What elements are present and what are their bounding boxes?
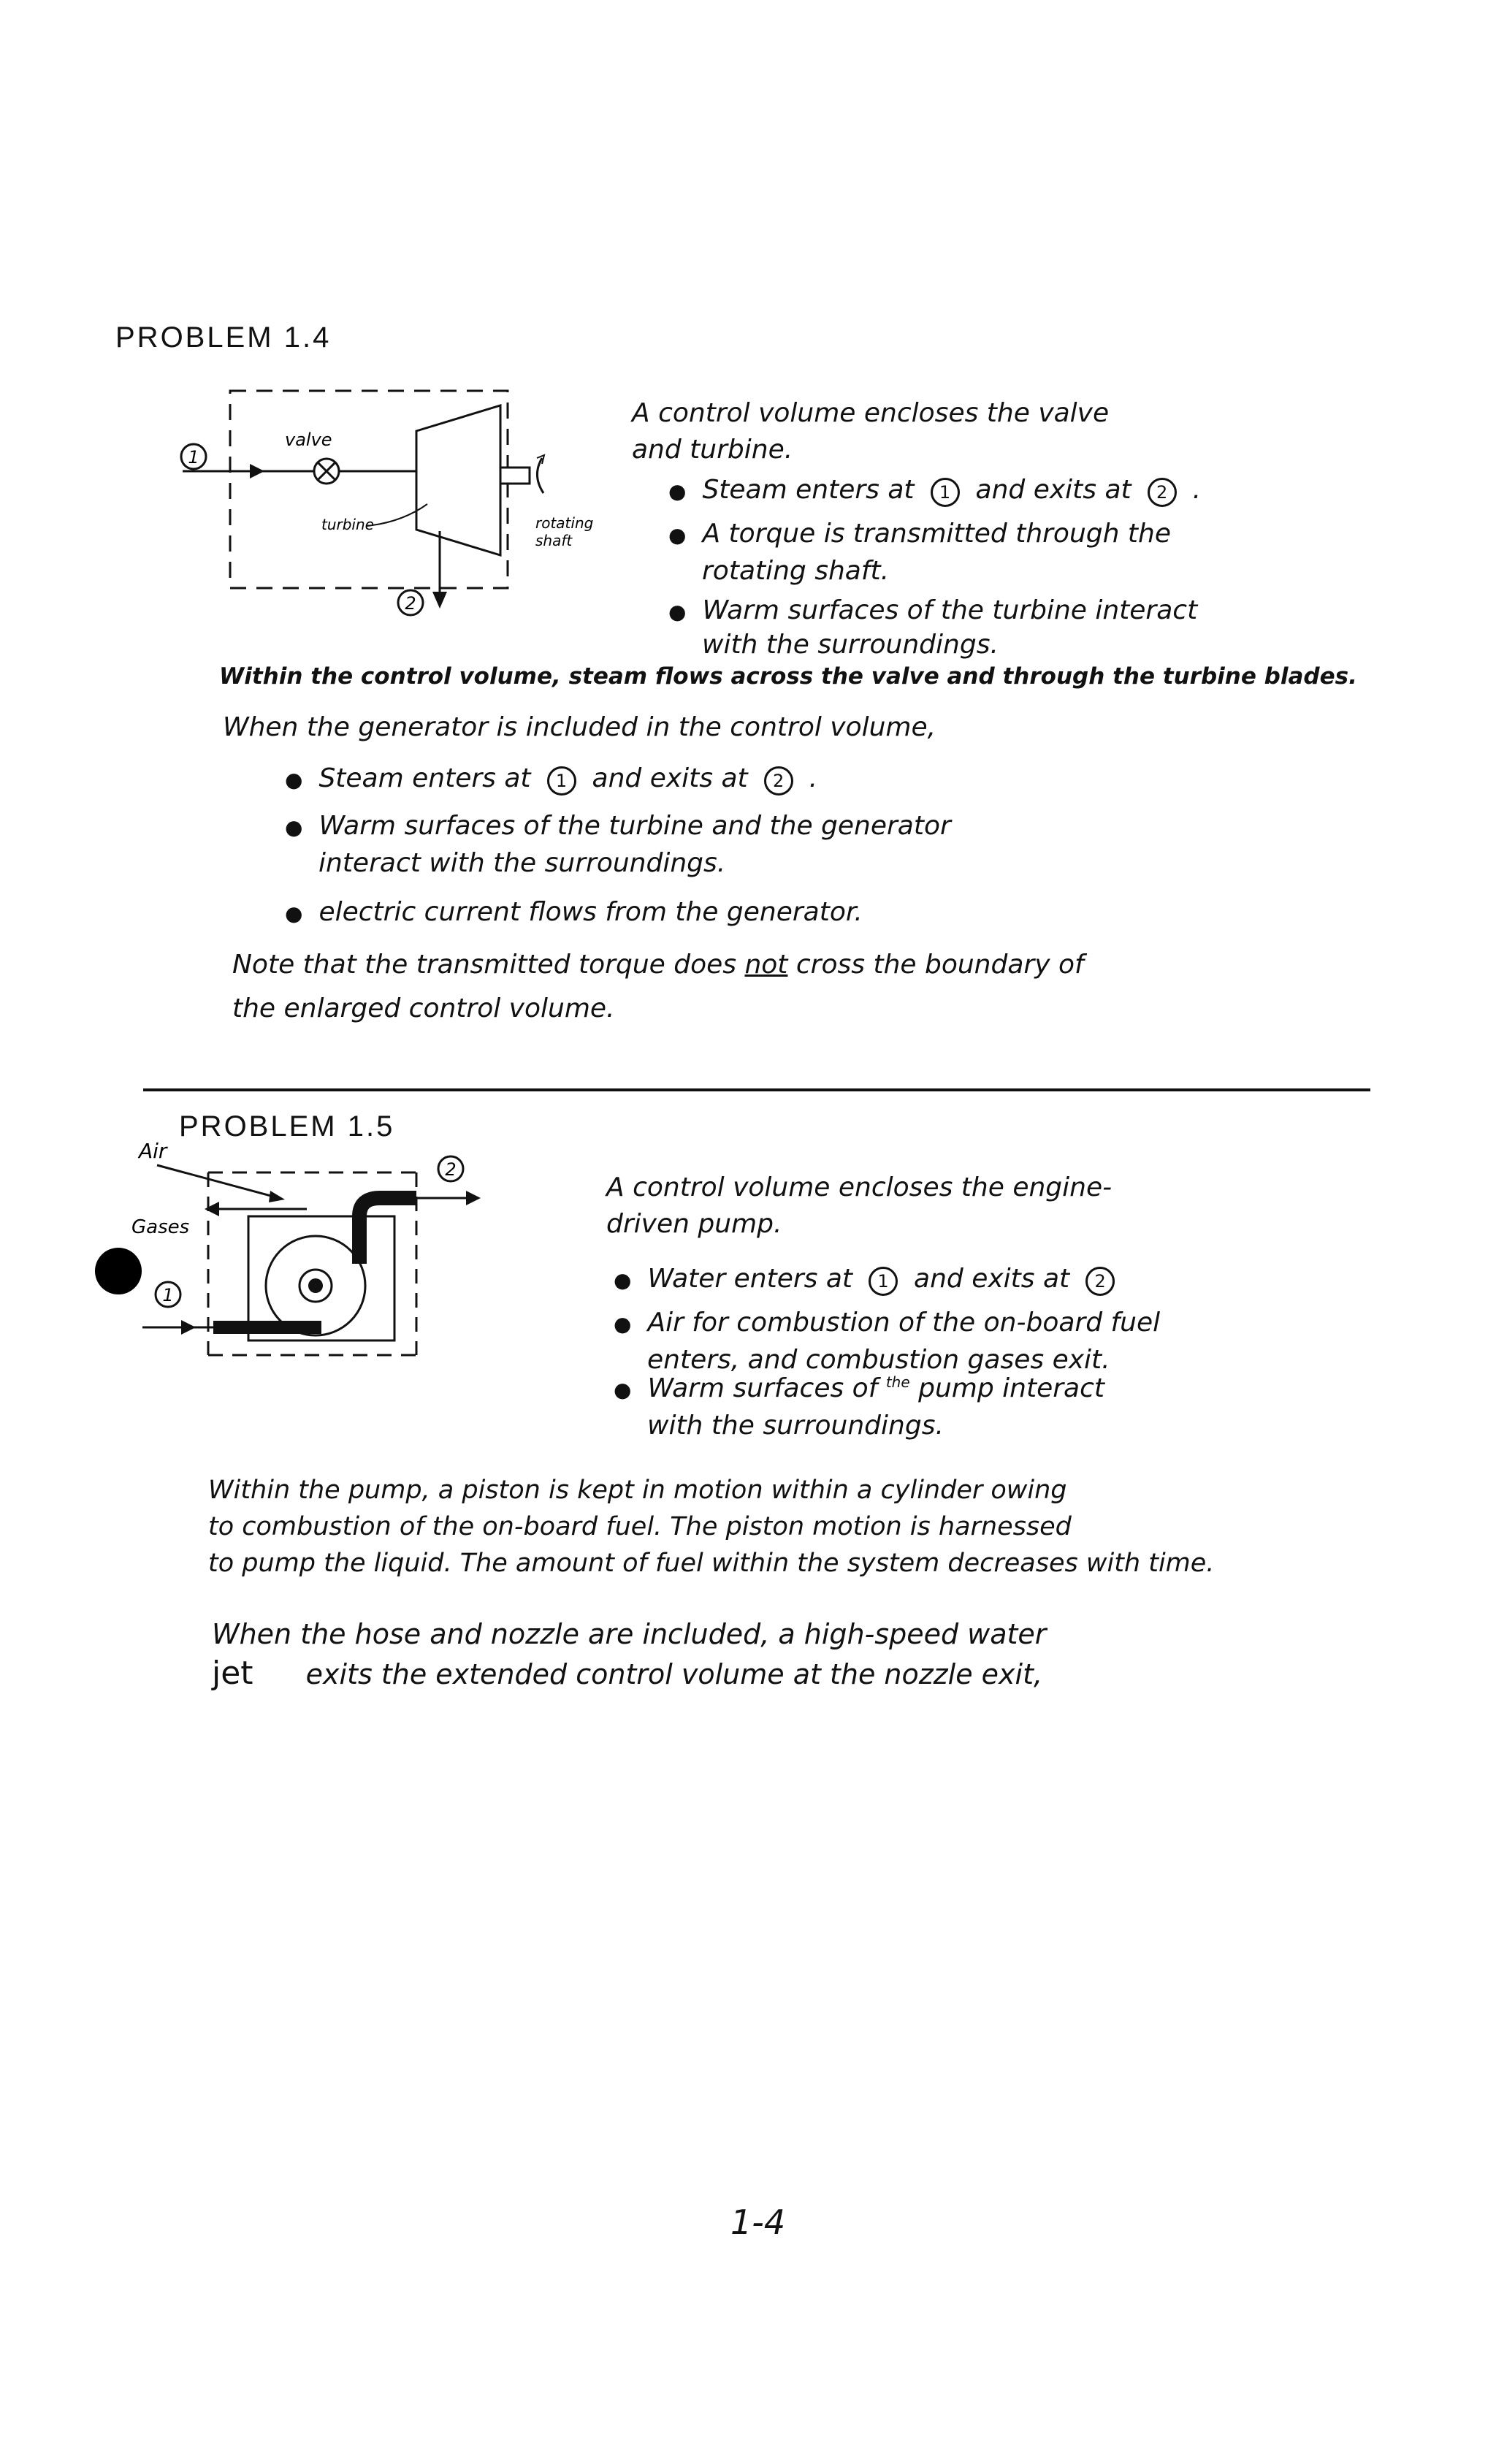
p14-generator-text: When the generator is included in the control volume, (223, 712, 936, 742)
p14-note-line-1: Note that the transmitted torque does not cross the boundary of (232, 950, 1084, 980)
air-inlet-arrow (157, 1165, 279, 1198)
p15-within-line-1: Within the pump, a piston is kept in motion within a cylinder owing (208, 1476, 1067, 1505)
air-label: Air (139, 1140, 167, 1163)
shaft-label-1: rotating (535, 514, 594, 532)
p15-bullet-2: ● Air for combustion of the on-board fuel enters, and combustion gases exit. (614, 1308, 1161, 1375)
inlet-number: 1 (162, 1285, 174, 1305)
problem-1-5-heading: PROBLEM 1.5 (179, 1110, 395, 1143)
problem-1-4-heading: PROBLEM 1.4 (115, 321, 332, 354)
punch-hole (95, 1248, 142, 1294)
emphasis-not: not (744, 950, 788, 980)
p15-bullet-1: ● Water enters at 1 and exits at 2 (614, 1264, 1115, 1296)
outlet-number: 2 (405, 593, 416, 614)
outlet-number: 2 (445, 1159, 457, 1180)
inlet-pipe (213, 1321, 321, 1334)
p14-within-text: Within the control volume, steam flows across the valve and through the turbine blades. (219, 663, 1357, 690)
p14-gen-bullet-3: ● electric current flows from the generator. (285, 897, 863, 927)
valve-label: valve (285, 430, 332, 450)
p14-intro-line-1: A control volume encloses the valve (632, 398, 1110, 428)
p15-hose-line-1: When the hose and nozzle are included, a high-speed water (212, 1618, 1047, 1650)
p15-intro-line-1: A control volume encloses the engine- (606, 1172, 1113, 1202)
p15-within-line-2: to combustion of the on-board fuel. The piston motion is harnessed (208, 1512, 1072, 1541)
section-divider (143, 1088, 1370, 1091)
turbine-label: turbine (321, 516, 374, 533)
p15-within-line-3: to pump the liquid. The amount of fuel within the system decreases with time. (208, 1549, 1215, 1578)
page-number: 1-4 (730, 2202, 786, 2242)
inlet-number: 1 (188, 447, 199, 468)
p14-bullet-2: ● A torque is transmitted through the rotating shaft. (668, 519, 1171, 586)
p14-gen-bullet-2: ● Warm surfaces of the turbine and the generator interact with the surroundings. (285, 811, 951, 878)
shaft-label-2: shaft (535, 532, 573, 549)
p14-note-line-2: the enlarged control volume. (232, 993, 615, 1023)
outlet-arrow (466, 1191, 481, 1205)
inlet-arrow (250, 464, 264, 478)
p15-hose-line-2: jet exits the extended control volume at the nozzle exit, (212, 1655, 1043, 1692)
turbine-symbol (416, 405, 500, 555)
engine-pump-diagram (88, 1140, 497, 1373)
p15-bullet-3: ● Warm surfaces of $^{the}$ pump interact with the surroundings. (614, 1373, 1105, 1441)
p14-bullet-3: ● Warm surfaces of the turbine interact with the surroundings. (668, 595, 1198, 660)
valve-turbine-diagram (168, 376, 621, 625)
p14-intro-line-2: and turbine. (632, 435, 793, 465)
p15-intro-line-2: driven pump. (606, 1209, 782, 1239)
gases-label: Gases (131, 1216, 190, 1238)
rotating-shaft (500, 468, 530, 484)
p14-gen-bullet-1: ● Steam enters at 1 and exits at 2 . (285, 763, 817, 796)
outlet-arrow (432, 592, 447, 609)
inlet-arrow (181, 1320, 196, 1335)
p14-bullet-1: ● Steam enters at 1 and exits at 2 . (668, 475, 1201, 507)
